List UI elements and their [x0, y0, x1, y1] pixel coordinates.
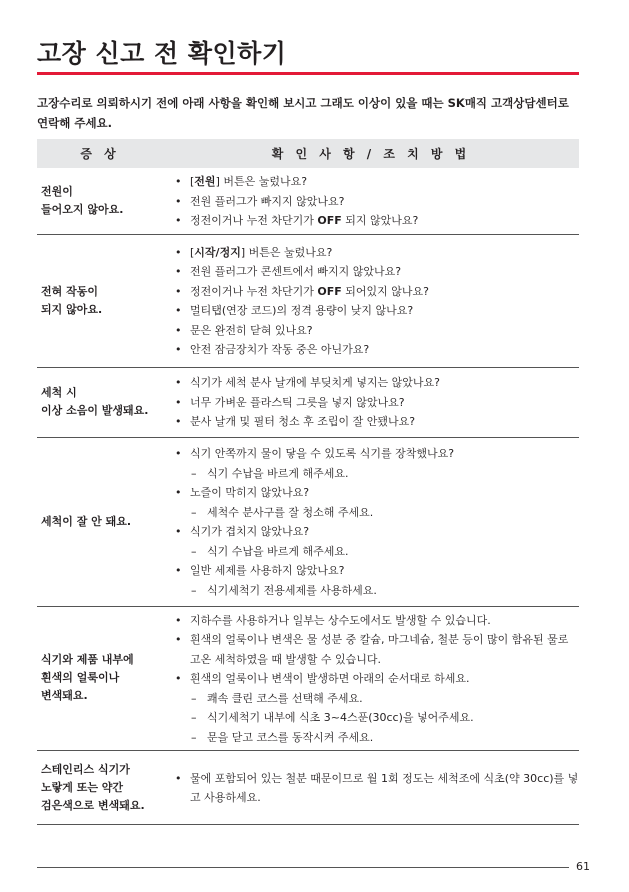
- intro-text: 고장수리로 의뢰하시기 전에 아래 사항을 확인해 보시고 그래도 이상이 있을 때는 SK매직 고객상담센터로 연락해 주세요.: [37, 96, 569, 130]
- item-text: 문은 완전히 닫혀 있나요?: [190, 323, 313, 337]
- check-item: [163, 172, 579, 192]
- symptom-cell: [37, 437, 163, 606]
- action-item: [163, 464, 579, 484]
- check-cell: [163, 751, 579, 825]
- check-item: [163, 192, 579, 212]
- check-item: [163, 393, 579, 413]
- emphasis-text: 전원: [194, 175, 216, 188]
- item-text: 흰색의 얼룩이나 변색은 물 성분 중 칼슘, 마그네슘, 철분 등이 많이 함유된 물로 고온 세척하였을 때 발생할 수 있습니다.: [190, 633, 569, 666]
- symptom-line: 들어오지 않아요.: [41, 202, 124, 216]
- item-text: 물에 포함되어 있는 철분 때문이므로 월 1회 정도는 세척조에 식초(약 30cc)를 넣고 사용하세요.: [190, 771, 579, 804]
- check-item: [163, 769, 579, 808]
- symptom-line: 세척이 잘 안 돼요.: [41, 514, 132, 528]
- check-item: [163, 412, 579, 432]
- check-item: [163, 630, 579, 669]
- symptom-cell: [37, 367, 163, 437]
- item-text: 일반 세제를 사용하지 않았나요?: [190, 564, 345, 577]
- table-body: [37, 168, 579, 825]
- item-text: 식기 안쪽까지 물이 닿을 수 있도록 식기를 장착했나요?: [190, 447, 455, 460]
- footer-rule: [37, 867, 569, 868]
- page-title: 고장 신고 전 확인하기: [37, 39, 287, 68]
- check-cell: [163, 606, 579, 751]
- item-text: 문을 닫고 코스를 동작시켜 주세요.: [207, 730, 374, 744]
- symptom-cell: [37, 168, 163, 234]
- item-text: [: [190, 245, 195, 259]
- action-item: [163, 689, 579, 709]
- check-item: [163, 340, 579, 360]
- item-text: ] 버튼은 눌렀나요?: [240, 245, 333, 259]
- item-text: 정전이거나 누전 차단기가: [190, 284, 318, 298]
- check-item: [163, 301, 579, 321]
- item-text: 너무 가벼운 플라스틱 그릇을 넣지 않았나요?: [190, 395, 405, 409]
- item-text: 쾌속 클린 코스를 선택해 주세요.: [207, 691, 363, 705]
- item-text: 되어있지 않나요?: [341, 284, 429, 298]
- symptom-cell: [37, 606, 163, 751]
- table-row: [37, 606, 579, 751]
- check-item: [163, 243, 579, 263]
- check-item: [163, 483, 579, 503]
- symptom-line: 스테인리스 식기가: [41, 762, 130, 776]
- symptom-cell: [37, 234, 163, 367]
- emphasis-text: 시작/정지: [194, 245, 241, 259]
- symptom-line: 노랗게 또는 약간: [41, 780, 124, 794]
- symptom-line: 세척 시: [41, 386, 77, 399]
- item-text: 전원 플러그가 콘센트에서 빠지지 않았나요?: [190, 265, 402, 278]
- symptom-cell: [37, 751, 163, 825]
- table-row: [37, 168, 579, 234]
- symptom-line: 되지 않아요.: [41, 302, 103, 316]
- table-row: [37, 367, 579, 437]
- item-text: 식기세척기 내부에 식초 3~4스푼(30cc)을 넣어주세요.: [207, 711, 474, 724]
- check-cell: [163, 168, 579, 234]
- action-item: [163, 503, 579, 523]
- table-row: [37, 234, 579, 367]
- item-text: 흰색의 얼룩이나 변색이 발생하면 아래의 순서대로 하세요.: [190, 672, 470, 685]
- item-text: ] 버튼은 눌렀나요?: [215, 175, 308, 188]
- emphasis-text: OFF: [317, 284, 342, 298]
- troubleshooting-table: [37, 139, 579, 825]
- symptom-line: 이상 소음이 발생돼요.: [41, 404, 149, 417]
- symptom-line: 식기와 제품 내부에: [41, 653, 134, 667]
- table-row: [37, 437, 579, 606]
- item-text: 식기 수납을 바르게 해주세요.: [207, 544, 349, 558]
- table-header-row: [37, 139, 579, 168]
- header-check-action: 확 인 사 항 / 조 치 방 법: [163, 139, 579, 168]
- action-item: [163, 728, 579, 748]
- check-item: [163, 373, 579, 393]
- item-text: 분사 날개 및 필터 청소 후 조립이 잘 안됐나요?: [190, 415, 416, 429]
- symptom-line: 변색돼요.: [41, 689, 88, 703]
- item-text: [: [190, 175, 195, 188]
- symptom-line: 전원이: [41, 184, 73, 198]
- item-text: 멀티탭(연장 코드)의 정격 용량이 낮지 않나요?: [190, 304, 414, 317]
- check-item: [163, 444, 579, 464]
- check-item: [163, 282, 579, 302]
- check-item: [163, 211, 579, 231]
- check-item: [163, 561, 579, 581]
- action-item: [163, 581, 579, 601]
- action-item: [163, 708, 579, 728]
- item-text: 식기세척기 전용세제를 사용하세요.: [207, 583, 377, 597]
- check-item: [163, 321, 579, 341]
- item-text: 식기 수납을 바르게 해주세요.: [207, 466, 349, 480]
- item-text: 세척수 분사구를 잘 청소해 주세요.: [207, 505, 374, 519]
- check-item: [163, 669, 579, 689]
- title-underline: [37, 72, 579, 75]
- action-item: [163, 542, 579, 562]
- item-text: 지하수를 사용하거나 일부는 상수도에서도 발생할 수 있습니다.: [190, 613, 491, 627]
- item-text: 노즐이 막히지 않았나요?: [190, 486, 310, 499]
- page-number: 61: [576, 860, 590, 873]
- symptom-line: 검은색으로 변색돼요.: [41, 798, 145, 812]
- table-row: [37, 751, 579, 825]
- emphasis-text: OFF: [317, 214, 342, 227]
- item-text: 되지 않았나요?: [341, 214, 419, 227]
- item-text: 식기가 겹치지 않았나요?: [190, 525, 310, 538]
- header-symptom: 증 상: [37, 139, 163, 168]
- item-text: 전원 플러그가 빠지지 않았나요?: [190, 194, 345, 208]
- item-text: 안전 잠금장치가 작동 중은 아닌가요?: [190, 343, 370, 356]
- check-cell: [163, 367, 579, 437]
- check-cell: [163, 234, 579, 367]
- symptom-line: 흰색의 얼룩이나: [41, 671, 120, 685]
- item-text: 정전이거나 누전 차단기가: [190, 214, 318, 227]
- check-item: [163, 522, 579, 542]
- check-item: [163, 611, 579, 631]
- check-item: [163, 262, 579, 282]
- item-text: 식기가 세척 분사 날개에 부딪치게 넣지는 않았나요?: [190, 376, 440, 390]
- symptom-line: 전혀 작동이: [41, 284, 98, 298]
- check-cell: [163, 437, 579, 606]
